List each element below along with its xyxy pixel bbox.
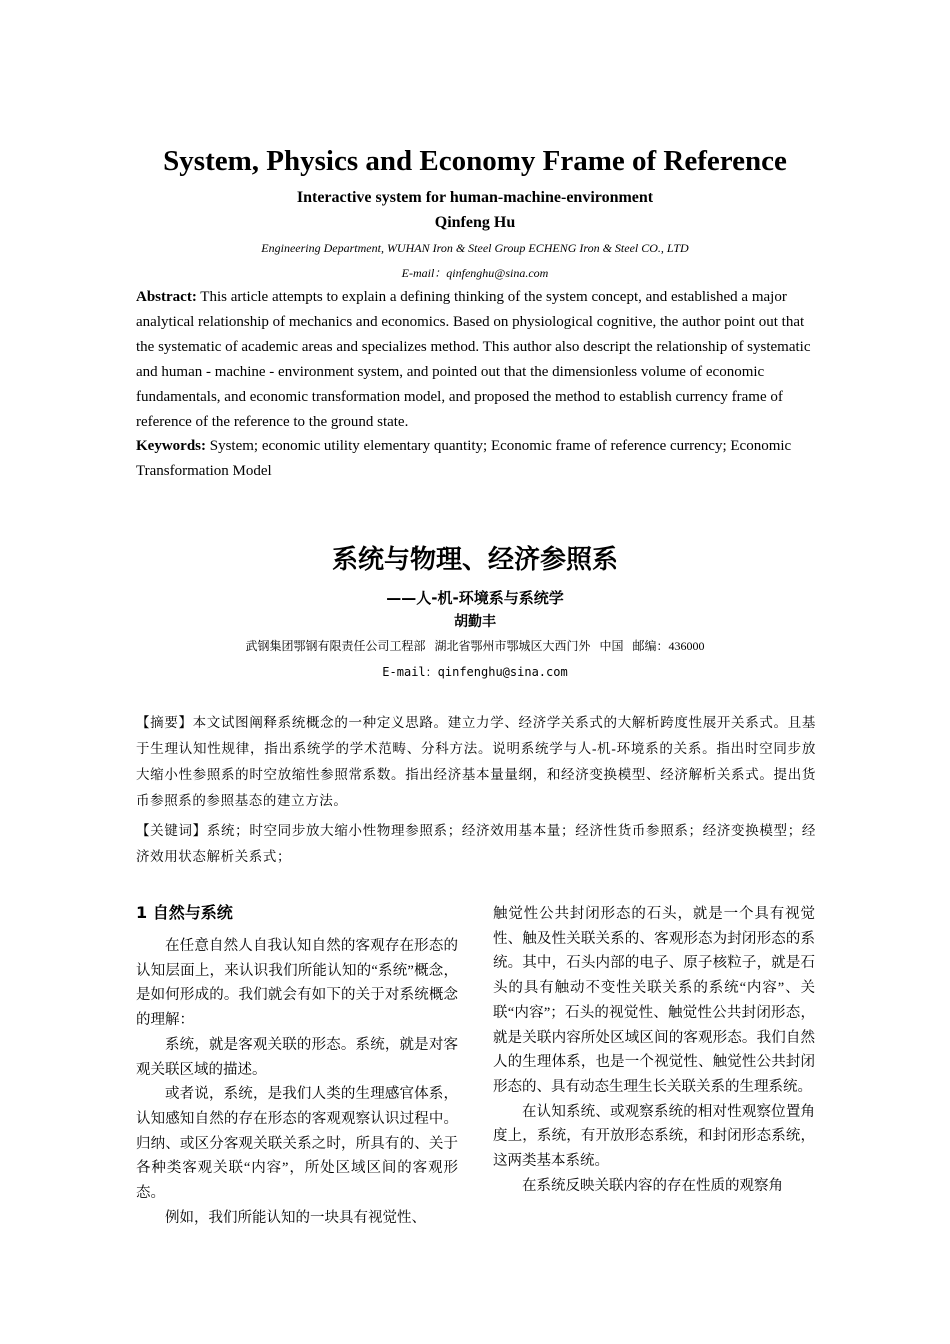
keywords-label: Keywords: (136, 438, 206, 454)
body-paragraph: 系统，就是客观关联的形态。系统，就是对客观关联区域的描述。 (136, 1036, 458, 1078)
abstract-text: This article attempts to explain a defining thinking of the system concept, and established a major analytical relationship of mechanics and economics. Based on physiological cognitive, the author point out that the systematic of academic areas and specializes method. This author also descript the relationship of systematic and human - machine - environment system, and pointed out that the dimensionless volume of economic fundamentals, and economic transformation model, and proposed the method to establish currency frame of reference of the reference to the ground state. (136, 289, 811, 430)
english-keywords (136, 434, 816, 484)
chinese-abstract-label: 【摘要】 (136, 715, 193, 731)
body-right-column (493, 902, 815, 1198)
english-subtitle: Interactive system for human-machine-environment (296, 189, 654, 206)
body-paragraph: 在认知系统、或观察系统的相对性观察位置角度上，系统，有开放形态系统，和封闭形态系统，这两类基本系统。 (493, 1103, 815, 1170)
chinese-keywords-text: 系统；时空同步放大缩小性物理参照系；经济效用基本量；经济性货币参照系；经济变换模型；经济效用状态解析关系式； (136, 823, 816, 864)
body-paragraph-continued: 触觉性公共封闭形态的石头，就是一个具有视觉性、触及性关联关系的、客观形态为封闭形态的系统。其中，石头内部的电子、原子核粒子，就是石头的具有触动不变性关联关系的系统“内容”、关联“内容”；石头的视觉性、触觉性公共封闭形态，就是关联内容所处区域区间的客观形态。我们自然人的生理体系，也是一个视觉性、触觉性公共封闭形态的、具有动态生理生长关联关系的生理系统。 (493, 906, 815, 1095)
english-abstract (136, 285, 816, 435)
chinese-keywords (136, 818, 816, 870)
section-heading: 1 自然与系统 (136, 903, 233, 922)
chinese-subtitle: ——人-机-环境系与系统学 (386, 589, 564, 607)
chinese-abstract-text: 本文试图阐释系统概念的一种定义思路。建立力学、经济学关系式的大解析跨度性展开关系式。且基于生理认知性规律，指出系统学的学术范畴、分科方法。说明系统学与人-机-环境系的关系。指出时空同步放大缩小性参照系的时空放缩性参照常系数。指出经济基本量量纲，和经济变换模型、经济解析关系式。提出货币参照系的参照基态的建立方法。 (136, 715, 816, 808)
body-left-column (136, 900, 458, 1230)
chinese-abstract (136, 710, 816, 814)
body-paragraph: 在系统反映关联内容的存在性质的观察角 (522, 1177, 783, 1194)
chinese-keywords-label: 【关键词】 (136, 823, 207, 839)
abstract-label: Abstract: (136, 289, 197, 305)
chinese-email: E-mail：qinfenghu@sina.com (382, 665, 568, 679)
body-paragraph: 在任意自然人自我认知自然的客观存在形态的认知层面上，来认识我们所能认知的“系统”概念，是如何形成的。我们就会有如下的关于对系统概念的理解： (136, 938, 458, 1029)
english-affiliation: Engineering Department, WUHAN Iron & Steel Group ECHENG Iron & Steel CO., LTD (261, 241, 689, 255)
chinese-author: 胡勤丰 (454, 614, 496, 630)
chinese-affiliation: 武钢集团鄂钢有限责任公司工程部 湖北省鄂州市鄂城区大西门外 中国 邮编：436000 (245, 639, 705, 653)
english-author: Qinfeng Hu (434, 214, 516, 231)
english-email: E-mail：qinfenghu@sina.com (401, 266, 549, 280)
body-paragraph: 或者说，系统，是我们人类的生理感官体系，认知感知自然的存在形态的客观观察认识过程中。归纳、或区分客观关联关系之时，所具有的、关于各种类客观关联“内容”，所处区域区间的客观形态。 (136, 1086, 458, 1202)
body-paragraph: 例如，我们所能认知的一块具有视觉性、 (165, 1209, 426, 1226)
keywords-text: System; economic utility elementary quantity; Economic frame of reference currency; Economic Transformation Model (136, 438, 792, 479)
chinese-title: 系统与物理、经济参照系 (331, 545, 618, 575)
english-title: System, Physics and Economy Frame of Reference (163, 145, 787, 177)
